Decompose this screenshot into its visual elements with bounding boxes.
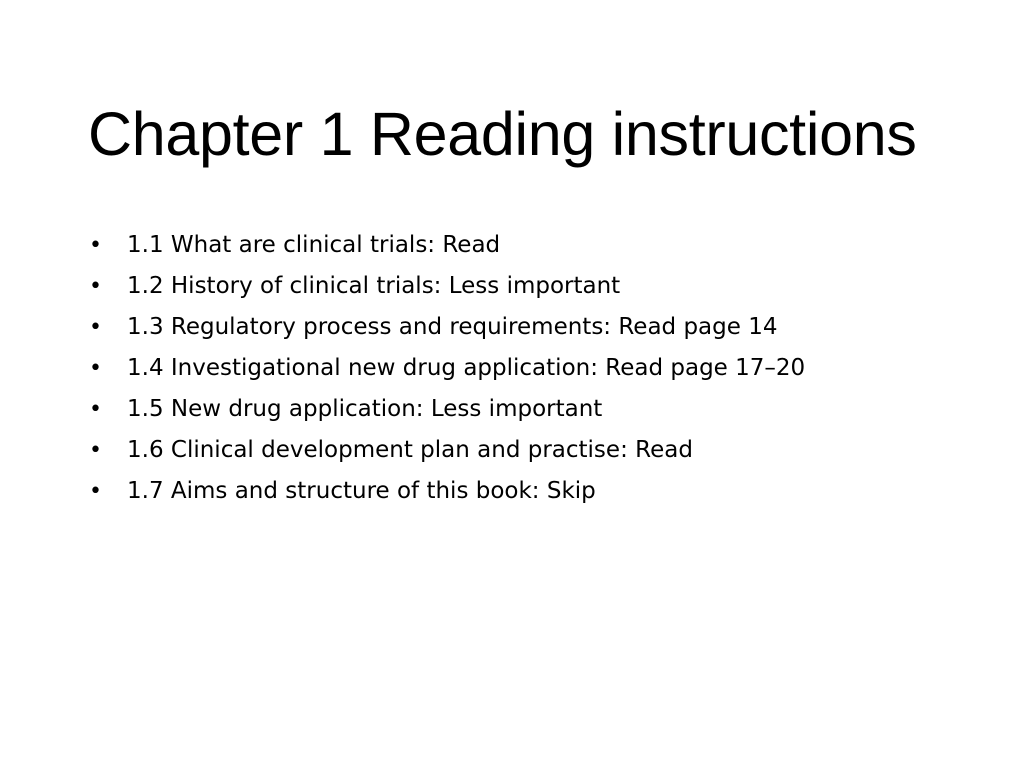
bullet-icon: • xyxy=(89,438,102,463)
bullet-icon: • xyxy=(89,479,102,504)
list-item xyxy=(88,266,805,307)
bullet-icon: • xyxy=(89,356,102,381)
list-item xyxy=(88,307,805,348)
list-item-text: 1.5 New drug application: Less important xyxy=(127,396,603,422)
list-item-text: 1.2 History of clinical trials: Less important xyxy=(127,273,621,299)
bullet-icon: • xyxy=(89,274,102,299)
list-item-text: 1.4 Investigational new drug application: Read page 17–20 xyxy=(127,355,806,381)
list-item-text: 1.3 Regulatory process and requirements: Read page 14 xyxy=(127,314,778,340)
list-item xyxy=(88,430,805,471)
list-item xyxy=(88,225,805,266)
slide-title: Chapter 1 Reading instructions xyxy=(88,100,917,168)
list-item xyxy=(88,471,805,512)
bullet-icon: • xyxy=(89,397,102,422)
bullet-icon: • xyxy=(89,233,102,258)
list-item-text: 1.6 Clinical development plan and practise: Read xyxy=(127,437,693,463)
list-item-text: 1.1 What are clinical trials: Read xyxy=(127,232,501,258)
list-item xyxy=(88,348,805,389)
bullet-icon: • xyxy=(89,315,102,340)
list-item-text: 1.7 Aims and structure of this book: Skip xyxy=(127,478,596,504)
bullet-list xyxy=(88,225,805,512)
list-item xyxy=(88,389,805,430)
